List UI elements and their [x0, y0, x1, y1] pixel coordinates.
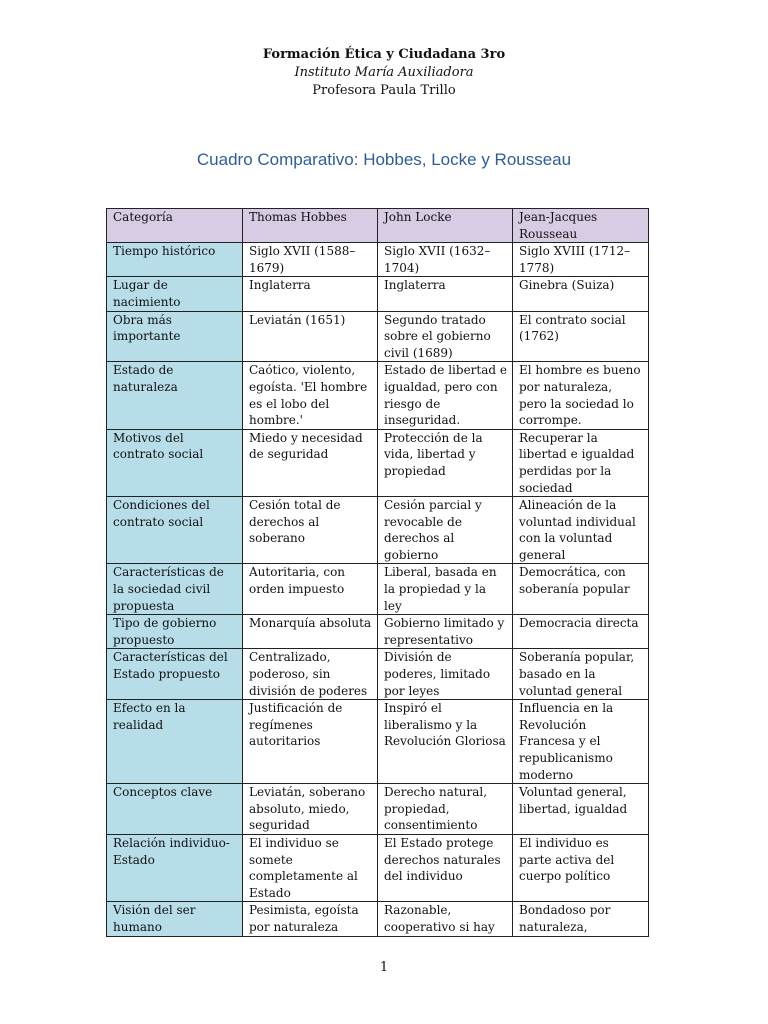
table-cell: Cesión parcial y revocable de derechos al gobierno [378, 497, 513, 564]
table-cell: Leviatán (1651) [243, 311, 378, 362]
table-cell: Inglaterra [378, 277, 513, 311]
table-row [107, 311, 649, 362]
institution-name: Instituto María Auxiliadora [294, 65, 474, 80]
table-row [107, 497, 649, 564]
table-cell: Voluntad general, libertad, igualdad [513, 784, 649, 835]
row-category-cell: Tipo de gobierno propuesto [107, 615, 243, 649]
column-header: John Locke [378, 209, 513, 243]
table-header-row [107, 209, 649, 243]
table-cell: Gobierno limitado y representativo [378, 615, 513, 649]
table-row [107, 784, 649, 835]
column-header: Categoría [107, 209, 243, 243]
table-cell: Caótico, violento, egoísta. 'El hombre es el lobo del hombre.' [243, 362, 378, 429]
table-cell: Centralizado, poderoso, sin división de poderes [243, 649, 378, 700]
table-cell: Soberanía popular, basado en la voluntad general [513, 649, 649, 700]
document-header [0, 46, 768, 100]
table-row [107, 564, 649, 615]
table-cell: División de poderes, limitado por leyes [378, 649, 513, 700]
table-cell: Inglaterra [243, 277, 378, 311]
teacher-name: Profesora Paula Trillo [312, 83, 456, 98]
row-category-cell: Tiempo histórico [107, 243, 243, 277]
course-title: Formación Ética y Ciudadana 3ro [262, 47, 506, 62]
table-row [107, 429, 649, 496]
table-cell: Estado de libertad e igualdad, pero con riesgo de inseguridad. [378, 362, 513, 429]
table-cell: Monarquía absoluta [243, 615, 378, 649]
table-cell: Derecho natural, propiedad, consentimiento [378, 784, 513, 835]
column-header: Jean-Jacques Rousseau [513, 209, 649, 243]
comparison-table [106, 208, 649, 937]
row-category-cell: Características del Estado propuesto [107, 649, 243, 700]
row-category-cell: Características de la sociedad civil propuesta [107, 564, 243, 615]
table-cell: El contrato social (1762) [513, 311, 649, 362]
table-cell: Miedo y necesidad de seguridad [243, 429, 378, 496]
table-row [107, 649, 649, 700]
row-category-cell: Lugar de nacimiento [107, 277, 243, 311]
table-cell: Protección de la vida, libertad y propiedad [378, 429, 513, 496]
table-row [107, 277, 649, 311]
table-cell: Autoritaria, con orden impuesto [243, 564, 378, 615]
table-cell: Cesión total de derechos al soberano [243, 497, 378, 564]
table-cell: Justificación de regímenes autoritarios [243, 700, 378, 784]
table-cell: Siglo XVII (1588–1679) [243, 243, 378, 277]
row-category-cell: Conceptos clave [107, 784, 243, 835]
table-cell: Recuperar la libertad e igualdad perdidas por la sociedad [513, 429, 649, 496]
table-row [107, 243, 649, 277]
table-cell: Democrática, con soberanía popular [513, 564, 649, 615]
table-row [107, 835, 649, 902]
table-cell: El Estado protege derechos naturales del individuo [378, 835, 513, 902]
row-category-cell: Motivos del contrato social [107, 429, 243, 496]
row-category-cell: Obra más importante [107, 311, 243, 362]
table-cell: Segundo tratado sobre el gobierno civil (1689) [378, 311, 513, 362]
table-cell: Siglo XVII (1632–1704) [378, 243, 513, 277]
table-row [107, 902, 649, 936]
table-cell: Alineación de la voluntad individual con la voluntad general [513, 497, 649, 564]
table-cell: El individuo se somete completamente al Estado [243, 835, 378, 902]
table-cell: Pesimista, egoísta por naturaleza [243, 902, 378, 936]
row-category-cell: Estado de naturaleza [107, 362, 243, 429]
table-cell: El individuo es parte activa del cuerpo político [513, 835, 649, 902]
row-category-cell: Efecto en la realidad [107, 700, 243, 784]
row-category-cell: Relación individuo-Estado [107, 835, 243, 902]
table-row [107, 362, 649, 429]
table-cell: Siglo XVIII (1712–1778) [513, 243, 649, 277]
table-cell: Razonable, cooperativo si hay [378, 902, 513, 936]
table-row [107, 615, 649, 649]
row-category-cell: Condiciones del contrato social [107, 497, 243, 564]
row-category-cell: Visión del ser humano [107, 902, 243, 936]
page-number: 1 [379, 960, 389, 975]
document-title: Cuadro Comparativo: Hobbes, Locke y Rousseau [196, 150, 572, 169]
table-cell: Influencia en la Revolución Francesa y el republicanismo moderno [513, 700, 649, 784]
table-cell: Democracia directa [513, 615, 649, 649]
table-row [107, 700, 649, 784]
table-cell: Ginebra (Suiza) [513, 277, 649, 311]
table-cell: Bondadoso por naturaleza, [513, 902, 649, 936]
column-header: Thomas Hobbes [243, 209, 378, 243]
table-cell: El hombre es bueno por naturaleza, pero la sociedad lo corrompe. [513, 362, 649, 429]
table-cell: Leviatán, soberano absoluto, miedo, seguridad [243, 784, 378, 835]
table-cell: Liberal, basada en la propiedad y la ley [378, 564, 513, 615]
table-cell: Inspiró el liberalismo y la Revolución Gloriosa [378, 700, 513, 784]
